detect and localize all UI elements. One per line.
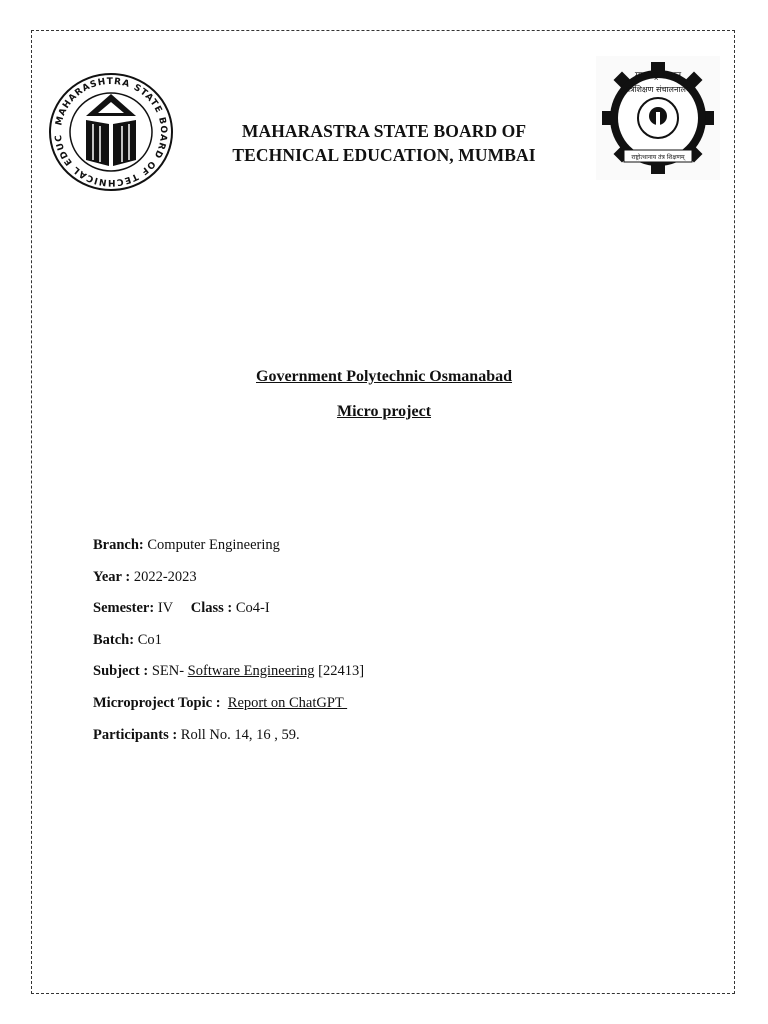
branch-row (93, 537, 280, 554)
participants-label: Participants : (93, 727, 178, 743)
branch-label: Branch: (93, 537, 144, 553)
msbte-logo (48, 72, 174, 192)
maharashtra-emblem-logo (596, 56, 720, 180)
emblem-bottom-text: राष्ट्रोत्थानाय तंत्र शिक्षणम् (631, 154, 685, 161)
subject-prefix: SEN- (148, 663, 188, 679)
topic-label: Microproject Topic : (93, 695, 221, 711)
project-title: Micro project (336, 403, 432, 420)
participants-value: Roll No. 14, 16 , 59. (177, 727, 300, 743)
subject-label: Subject : (93, 663, 149, 679)
topic-row (93, 695, 347, 712)
board-title (200, 119, 568, 167)
gear-emblem-icon (596, 56, 720, 180)
seal-ring-text: MAHARASHTRA STATE BOARD OF TECHNICAL EDUC (53, 76, 169, 188)
subject-code: [22413] (314, 663, 365, 679)
msbte-seal-icon (48, 72, 174, 192)
emblem-top-text: महाराष्ट्र शासन (634, 71, 682, 81)
semester-value: IV (154, 600, 174, 616)
subject-row (93, 663, 364, 680)
class-label: Class : (190, 600, 233, 616)
topic-value: Report on ChatGPT (227, 695, 348, 711)
year-row (93, 569, 197, 586)
board-title-line1: MAHARASTRA STATE BOARD OF (241, 121, 527, 141)
batch-value: Co1 (134, 632, 162, 648)
institute-title: Government Polytechnic Osmanabad (256, 368, 512, 385)
semester-row (93, 600, 270, 617)
semester-label: Semester: (93, 600, 155, 616)
batch-label: Batch: (93, 632, 135, 648)
year-value: 2022-2023 (130, 569, 197, 585)
subject-name: Software Engineering (187, 663, 315, 679)
batch-row (93, 632, 162, 649)
branch-value: Computer Engineering (143, 537, 280, 553)
class-value: Co4-I (232, 600, 270, 616)
participants-row (93, 727, 300, 744)
emblem-middle-text: तंत्रशिक्षण संचालनालय (625, 85, 691, 94)
year-label: Year : (93, 569, 131, 585)
board-title-line2: TECHNICAL EDUCATION, MUMBAI (232, 145, 536, 165)
